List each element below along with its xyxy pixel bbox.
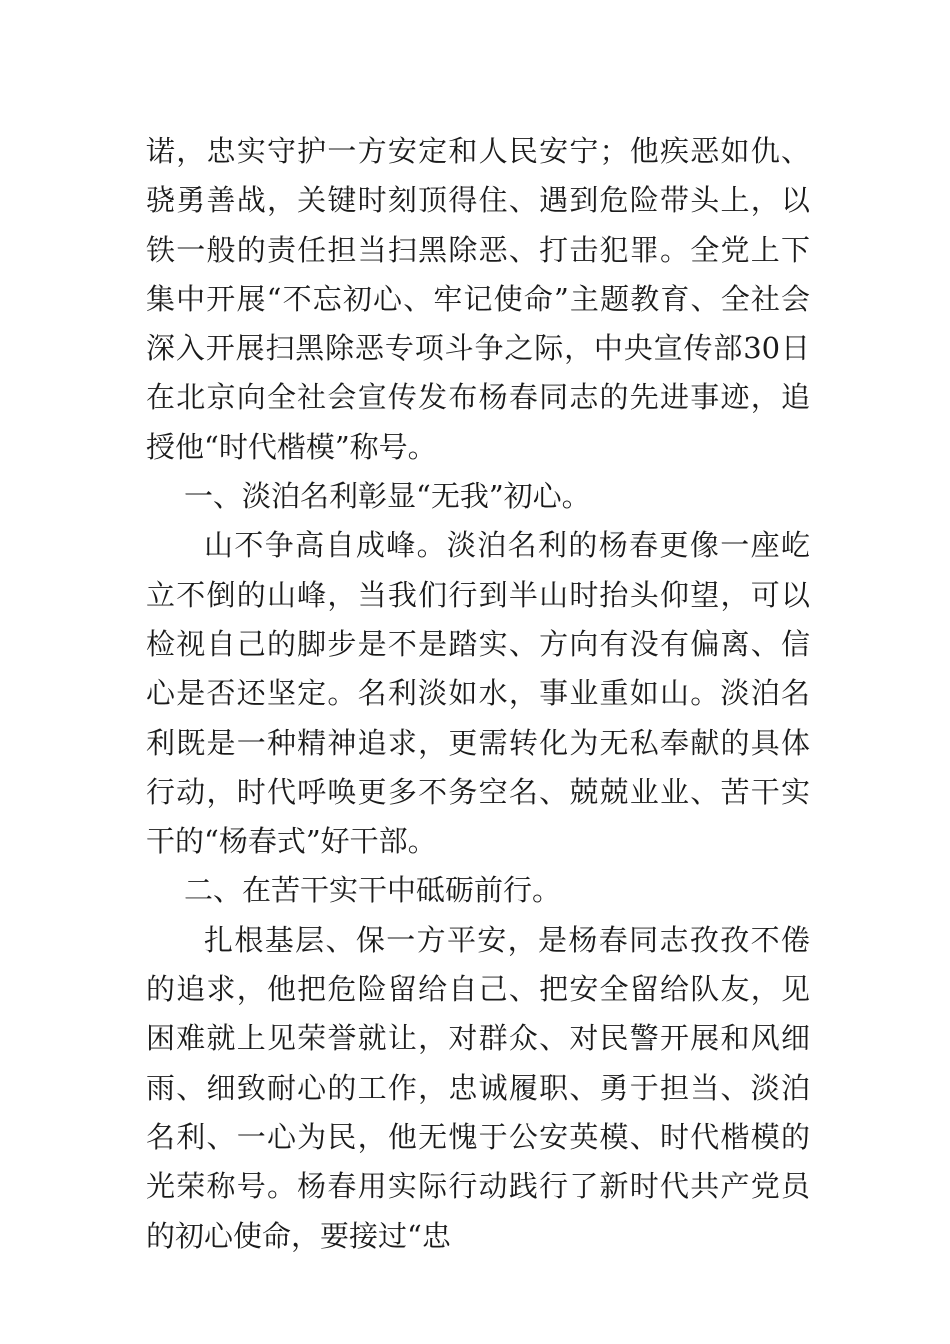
section-heading-1: 一、淡泊名利彰显“无我”初心。	[184, 479, 591, 514]
paragraph-section-2: 扎根基层、保一方平安，是杨春同志孜孜不倦的追求，他把危险留给自己、把安全留给队友，见困难就上见荣誉就让，对群众、对民警开展和风细雨、细致耐心的工作，忠诚履职、勇于担当、淡泊名利、一心为民，他无愧于公安英模、时代楷模的光荣称号。杨春用实际行动践行了新时代共产党员的初心使命，要接过“忠	[146, 922, 810, 1253]
paragraph-section-1: 山不争高自成峰。淡泊名利的杨春更像一座屹立不倒的山峰，当我们行到半山时抬头仰望，可以检视自己的脚步是不是踏实、方向有没有偏离、信心是否还坚定。名利淡如水，事业重如山。淡泊名利既是一种精神追求，更需转化为无私奉献的具体行动，时代呼唤更多不务空名、兢兢业业、苦干实干的“杨春式”好干部。	[146, 528, 810, 859]
section-heading-2: 二、在苦干实干中砥砺前行。	[184, 873, 562, 908]
paragraph-continued-intro: 诺，忠实守护一方安定和人民安宁；他疾恶如仇、骁勇善战，关键时刻顶得住、遇到危险带头上，以铁一般的责任担当扫黑除恶、打击犯罪。全党上下集中开展“不忘初心、牢记使命”主题教育、全社会深入开展扫黑除恶专项斗争之际，中央宣传部30日在北京向全社会宣传发布杨春同志的先进事迹，追授他“时代楷模”称号。	[146, 134, 810, 464]
document-body	[146, 127, 810, 1261]
